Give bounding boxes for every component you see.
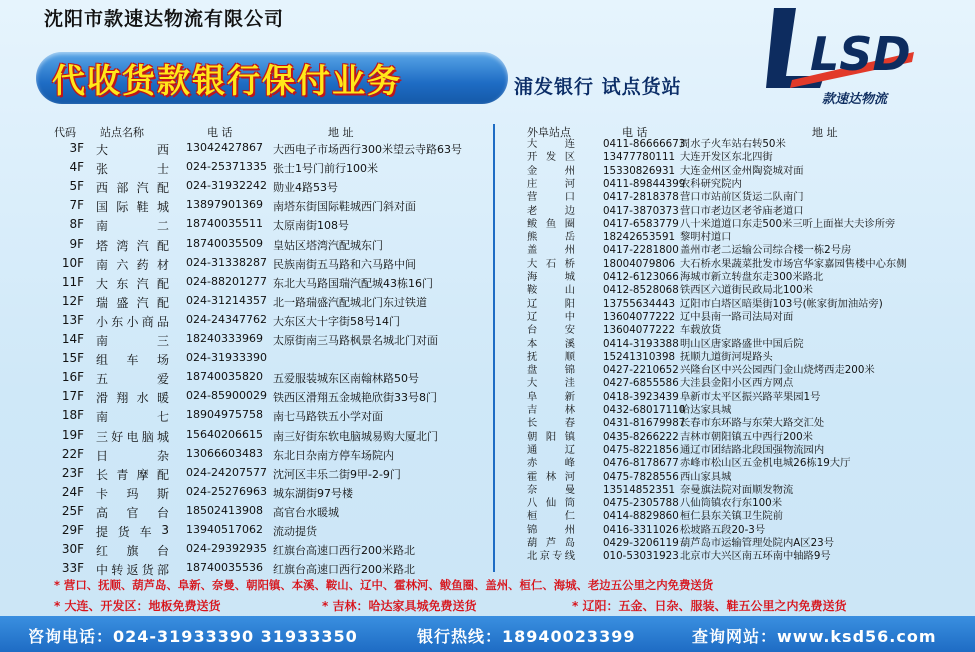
station-address: 兴隆台区中兴公园西门金山烧烤西走200米	[680, 364, 875, 377]
station-phone: 024-31214357	[186, 293, 267, 307]
jilin-note: * 吉林：哈达家具城免费送货	[322, 599, 477, 613]
station-code: 23F	[61, 465, 84, 480]
station-address: 哈达家具城	[680, 404, 732, 416]
station-code: 3F	[69, 141, 84, 155]
station-name: 南 七	[96, 410, 170, 425]
free-delivery-note: * 营口、抚顺、葫芦岛、阜新、奈曼、朝阳镇、本溪、鞍山、辽中、霍林河、鲅鱼圈、盖州、桓仁、海城、老边五公里之内免费送货	[54, 578, 714, 592]
station-address: 车载放货	[680, 324, 722, 337]
table-row	[0, 138, 975, 151]
table-row	[0, 471, 975, 484]
table-row	[0, 510, 975, 523]
station-phone: 0412-6123066	[603, 271, 679, 283]
right-header-name: 外阜站点	[527, 126, 571, 139]
station-phone: 18240333969	[186, 332, 263, 345]
station-name: 海 城	[527, 271, 575, 283]
station-name: 台 安	[527, 324, 575, 337]
logo-text: LSD	[810, 27, 911, 81]
station-name: 辽 中	[527, 310, 575, 323]
table-row	[0, 484, 975, 497]
station-phone: 18502413908	[186, 503, 263, 517]
station-code: 11F	[61, 274, 84, 289]
station-code: 8F	[69, 217, 84, 232]
station-phone: 0475-8221856	[603, 443, 679, 456]
station-address: 西山家具城	[680, 470, 732, 483]
station-name: 鲅 鱼 圈	[527, 217, 575, 230]
station-name: 抚 顺	[527, 350, 575, 363]
station-phone: 024-85900029	[186, 389, 267, 403]
station-name: 盘 锦	[527, 364, 575, 377]
station-name: 锦 州	[527, 523, 575, 536]
station-phone: 18740035820	[186, 370, 263, 384]
station-address: 营口市老边区老爷庙老道口	[680, 204, 804, 217]
station-phone: 18740035509	[186, 236, 263, 250]
station-address: 大连金州区金州陶瓷城对面	[680, 164, 804, 177]
station-address: 黎明村道口	[680, 231, 732, 244]
station-name: 高 官 台	[96, 505, 170, 520]
station-name: 吉 林	[527, 404, 575, 416]
station-phone: 024-31932242	[186, 179, 267, 193]
station-phone: 024-88201277	[186, 274, 267, 288]
station-name: 辽 阳	[527, 297, 575, 310]
station-phone: 0417-2281800	[603, 244, 679, 257]
liaoyang-note: * 辽阳：五金、日杂、服装、鞋五公里之内免费送货	[572, 599, 847, 613]
station-phone: 0417-6583779	[603, 217, 679, 230]
table-row	[0, 497, 975, 510]
left-header-phone: 电 话	[207, 126, 233, 139]
station-name: 霍 林 河	[527, 470, 575, 483]
station-address: 铁西区六道街民政局北100米	[680, 284, 813, 297]
station-code: 14F	[61, 332, 84, 346]
station-name: 葫 芦 岛	[527, 537, 575, 549]
station-phone: 0427-6855586	[603, 377, 679, 390]
station-name: 开 发 区	[527, 151, 575, 164]
station-address: 赤峰市松山区五金机电城26栋19大厅	[680, 457, 851, 470]
station-phone: 13514852351	[603, 483, 676, 496]
station-code: 15F	[61, 351, 84, 366]
station-name: 卡 玛 斯	[96, 486, 170, 501]
station-code: 12F	[61, 293, 84, 308]
station-name: 五 爱	[96, 372, 170, 387]
station-phone: 0431-81679987	[603, 417, 686, 430]
right-header-phone: 电 话	[622, 126, 648, 139]
station-name: 桓 仁	[527, 510, 575, 523]
station-phone: 18904975758	[186, 408, 263, 422]
station-phone: 13897901369	[186, 198, 263, 212]
station-address: 大东区大十字街58号14门	[273, 314, 400, 328]
station-name: 本 溪	[527, 337, 575, 350]
station-code: 7F	[69, 198, 84, 213]
station-phone: 13604077222	[603, 324, 676, 337]
station-address: 大西电子市场西行300米望云寺路63号	[273, 143, 462, 156]
station-phone: 0476-8178677	[603, 457, 679, 470]
station-phone: 18242653591	[603, 231, 676, 244]
station-phone: 13755634443	[603, 297, 676, 310]
table-row	[0, 364, 975, 377]
table-row	[0, 537, 975, 550]
station-phone: 024-25371335	[186, 160, 267, 174]
dalian-note: * 大连、开发区：地板免费送货	[54, 599, 221, 613]
station-phone: 0435-8266222	[603, 430, 679, 443]
station-code: 17F	[61, 389, 84, 404]
table-row	[0, 271, 975, 284]
station-code: 25F	[61, 503, 84, 518]
table-row	[0, 377, 975, 390]
table-row	[0, 404, 975, 417]
station-phone: 0429-3206119	[603, 537, 679, 549]
consult-phone: 咨询电话：024-31933390 31933350	[28, 627, 358, 646]
station-name: 八 仙 筒	[527, 497, 575, 510]
station-address: 通辽市团结路北段国强物流园内	[680, 443, 825, 456]
station-address: 盖州市老二运输公司综合楼一栋2号房	[680, 244, 852, 257]
station-code: 30F	[61, 542, 84, 557]
station-address: 流动提货	[273, 525, 317, 538]
website-link[interactable]: 查询网站：www.ksd56.com	[692, 627, 937, 646]
station-name: 金 州	[527, 164, 575, 177]
station-name: 红 旗 台	[96, 544, 170, 559]
station-name: 滑 翔 水 暖	[96, 391, 170, 406]
station-address: 城东湖街97号楼	[273, 486, 353, 500]
table-row	[0, 298, 975, 311]
station-address: 太原南街108号	[273, 219, 349, 233]
station-name: 三 好 电 脑 城	[96, 429, 170, 444]
station-address: 大石桥水果蔬菜批发市场宫华家嘉园售楼中心东侧	[680, 257, 907, 270]
station-name: 南 三	[96, 334, 170, 348]
station-phone: 18004079806	[603, 257, 676, 270]
table-row	[0, 165, 975, 178]
station-address: 八仙筒镇农行东100米	[680, 497, 783, 510]
station-phone: 024-29392935	[186, 542, 267, 556]
table-row	[0, 417, 975, 430]
station-name: 西 部 汽 配	[96, 181, 170, 196]
station-name: 北 京 专 线	[527, 550, 575, 563]
table-row	[0, 231, 975, 244]
station-address: 松坡路五段20-3号	[680, 523, 766, 536]
banner-title: 代收货款银行保付业务	[52, 61, 402, 100]
station-name: 朝 阳 镇	[527, 430, 575, 443]
station-name: 国 际 鞋 城	[96, 200, 170, 215]
station-name: 大 石 桥	[527, 257, 575, 270]
station-address: 张士1号门前行100米	[273, 162, 378, 176]
station-phone: 13604077222	[603, 310, 676, 323]
station-phone: 15241310398	[603, 350, 676, 363]
station-name: 长 春	[527, 417, 575, 430]
table-row	[0, 351, 975, 364]
station-address: 周水子火车站右转50米	[680, 138, 786, 150]
station-name: 通 辽	[527, 443, 575, 456]
station-phone: 0411-86666673	[603, 138, 686, 150]
station-code: 9F	[69, 236, 84, 251]
table-row	[0, 524, 975, 537]
station-phone: 15330826931	[603, 164, 676, 177]
station-phone: 0427-2210652	[603, 364, 679, 377]
table-row	[0, 391, 975, 404]
station-phone: 0475-7828556	[603, 470, 679, 483]
station-name: 大 西	[96, 143, 170, 157]
station-code: 13F	[61, 312, 84, 327]
station-phone: 024-31338287	[186, 255, 267, 269]
table-row	[0, 177, 975, 194]
station-address: 桓仁县东关镇卫生院前	[680, 510, 783, 523]
table-row	[0, 457, 975, 470]
left-header-code: 代码	[54, 126, 76, 139]
station-code: 29F	[61, 523, 84, 537]
station-phone: 0432-68017110	[603, 404, 686, 416]
station-address: 东北日杂南方停车场院内	[273, 448, 394, 462]
station-phone: 0414-8829860	[603, 510, 679, 523]
station-address: 辽阳市白塔区暗渠街103号(帐家街加油站旁)	[680, 297, 883, 310]
station-name: 盖 州	[527, 244, 575, 257]
station-phone: 13042427867	[186, 141, 263, 154]
table-row	[0, 444, 975, 457]
station-name: 中 转 返 货 部	[96, 563, 170, 578]
station-code: 33F	[61, 561, 84, 576]
station-name: 奈 曼	[527, 483, 575, 496]
left-header-address: 地 址	[328, 126, 354, 139]
station-phone: 024-31933390	[186, 351, 267, 365]
station-phone: 024-24347762	[186, 312, 267, 326]
table-row	[0, 311, 975, 324]
station-phone: 18740035511	[186, 217, 263, 231]
station-phone: 010-53031923	[603, 550, 679, 563]
station-phone: 024-25276963	[186, 484, 267, 498]
station-phone: 13066603483	[186, 446, 263, 460]
station-phone: 13940517062	[186, 523, 263, 536]
station-code: 16F	[61, 370, 84, 385]
station-name: 老 边	[527, 204, 575, 217]
station-name: 阜 新	[527, 390, 575, 403]
station-name: 组 车 场	[96, 353, 170, 368]
station-address: 葫芦岛市运输管理处院内A区23号	[680, 537, 835, 549]
station-name: 瑞 盛 汽 配	[96, 295, 170, 310]
station-address: 农科研究院内	[680, 177, 742, 190]
station-code: 4F	[69, 160, 84, 175]
station-address: 明山区唐家路盛世中国后院	[680, 337, 804, 350]
station-name: 庄 河	[527, 177, 575, 190]
table-row	[0, 431, 975, 444]
station-phone: 15640206615	[186, 427, 263, 441]
station-phone: 18740035536	[186, 561, 263, 575]
company-name: 沈阳市款速达物流有限公司	[44, 8, 285, 30]
table-row	[0, 218, 975, 231]
station-address: 吉林市朝阳镇五中西行200米	[680, 430, 813, 443]
right-header-address: 地 址	[812, 126, 838, 139]
table-row	[0, 151, 975, 164]
station-code: 5F	[69, 179, 84, 194]
station-address: 皇姑区塔湾汽配城东门	[273, 238, 383, 252]
station-address: 北京市大兴区南五环南中轴路9号	[680, 550, 831, 563]
station-phone: 0418-3923439	[603, 390, 679, 403]
station-address: 海城市新立转盘东走300米路北	[680, 271, 824, 283]
table-row	[0, 255, 975, 271]
station-address: 大连开发区东北四街	[680, 151, 773, 164]
station-code: 24F	[61, 484, 84, 499]
station-address: 八十米道道口东走500米三听上面崔大夫诊所旁	[680, 217, 896, 230]
table-row	[0, 324, 975, 337]
station-address: 沈河区丰乐二街9甲-2-9门	[273, 467, 401, 481]
station-phone: 024-24207577	[186, 465, 267, 479]
station-code: 19F	[61, 427, 84, 442]
station-name: 小 东 小 商 品	[96, 314, 170, 329]
logo-subtitle: 款速达物流	[822, 92, 888, 107]
bank-hotline: 银行热线：18940023399	[417, 627, 636, 646]
station-address: 辽中县南一路司法局对面	[680, 310, 794, 323]
station-address: 南三好街东软电脑城易购大厦北门	[273, 429, 438, 443]
station-address: 北一路瑞盛汽配城北门东过铁道	[273, 295, 427, 309]
table-row	[0, 205, 975, 218]
station-name: 营 口	[527, 191, 575, 204]
station-name: 大 东 汽 配	[96, 276, 170, 291]
station-address: 民族南街五马路和六马路中间	[273, 257, 416, 271]
station-name: 长 青 摩 配	[96, 467, 170, 482]
station-phone: 13477780111	[603, 151, 676, 164]
station-code: 18F	[61, 408, 84, 423]
station-address: 东北大马路国瑞汽配城43栋16门	[273, 276, 433, 290]
station-address: 南七马路铁五小学对面	[273, 410, 383, 424]
station-address: 五爱服装城东区南翰林路50号	[273, 372, 419, 386]
station-code: 10F	[61, 255, 84, 270]
station-name: 赤 峰	[527, 457, 575, 470]
table-row	[0, 244, 975, 257]
station-phone: 0417-3870373	[603, 204, 679, 217]
station-address: 营口市站前区货运二队南门	[680, 191, 804, 204]
station-code: 22F	[61, 446, 84, 461]
station-address: 抚顺九道街河堤路头	[680, 350, 773, 363]
table-row	[0, 191, 975, 204]
station-name: 塔 湾 汽 配	[96, 238, 170, 253]
table-row	[0, 338, 975, 351]
station-address: 南塔东街国际鞋城西门斜对面	[273, 200, 416, 214]
station-name: 南 二	[96, 219, 170, 234]
station-phone: 0414-3193388	[603, 337, 679, 350]
station-name: 大 连	[527, 138, 575, 150]
station-phone: 0417-2818378	[603, 191, 679, 204]
station-phone: 0411-89844399	[603, 177, 686, 190]
station-name: 大 洼	[527, 377, 575, 390]
station-address: 高官台水暖城	[273, 505, 339, 519]
station-address: 铁西区滑翔五金城艳欣街33号8门	[273, 391, 437, 405]
station-name: 张 士	[96, 162, 170, 177]
station-address: 大洼县金阳小区西方网点	[680, 377, 794, 390]
left-header-name: 站点名称	[100, 126, 144, 139]
station-name: 日 杂	[96, 448, 170, 463]
station-address: 红旗台高速口西行200米路北	[273, 563, 415, 577]
station-address: 奈曼旗法院对面顺发物流	[680, 483, 794, 496]
station-address: 太原街南三马路枫景名城北门对面	[273, 334, 438, 347]
station-address: 红旗台高速口西行200米路北	[273, 544, 415, 558]
station-address: 勋业4路53号	[273, 181, 338, 195]
station-address: 阜新市太平区振兴路苹果园1号	[680, 390, 821, 403]
station-name: 提 货 车 3	[96, 523, 170, 539]
station-phone: 0416-3311026	[603, 523, 679, 536]
station-phone: 0412-8528068	[603, 284, 679, 297]
table-row	[0, 550, 975, 563]
table-row	[0, 284, 975, 297]
station-name: 鞍 山	[527, 284, 575, 297]
station-address: 长春市东环路与东荣大路交汇处	[680, 417, 825, 430]
station-name: 熊 岳	[527, 231, 575, 244]
station-phone: 0475-2305788	[603, 497, 679, 510]
bank-note: 浦发银行 试点货站	[514, 76, 682, 98]
station-name: 南 六 药 材	[96, 257, 170, 272]
